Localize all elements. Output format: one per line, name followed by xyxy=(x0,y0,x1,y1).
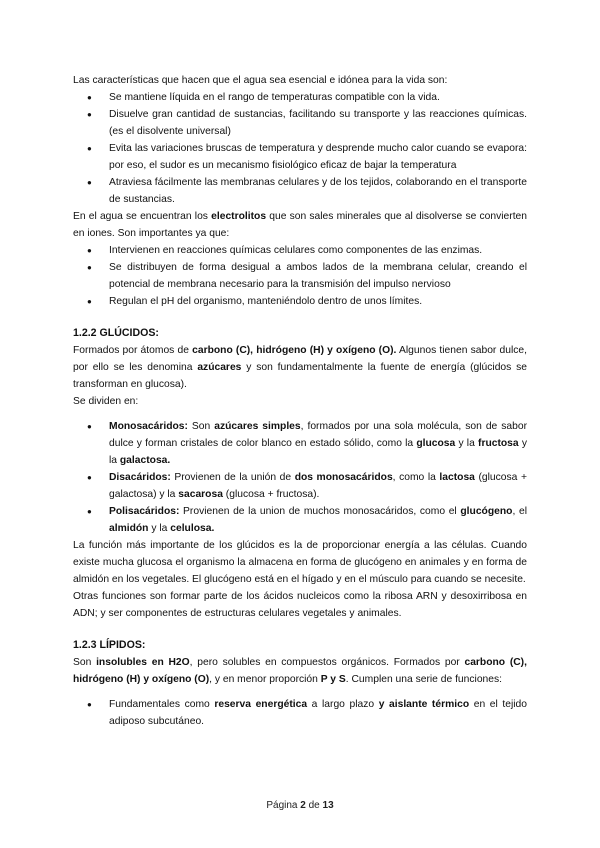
list-item: ● Intervienen en reacciones químicas celulares como componentes de las enzimas. xyxy=(73,242,527,259)
page-total: 13 xyxy=(322,800,334,811)
page-footer: Página 2 de 13 xyxy=(266,800,334,811)
list-item: ● Atraviesa fácilmente las membranas celulares y de los tejidos, colaborando en el transporte de sustancias. xyxy=(73,174,527,208)
lipidos-intro: Son insolubles en H2O, pero solubles en compuestos orgánicos. Formados por carbono (C), hidrógeno (H) y oxígeno (O), y en menor proporción P y S. Cumplen una serie de funciones: xyxy=(73,657,527,685)
list-item: ● Disuelve gran cantidad de sustancias, facilitando su transporte y las reacciones químicas. (es el disolvente universal) xyxy=(73,106,527,140)
list-item: ● Fundamentales como reserva energética a largo plazo y aislante térmico en el tejido adiposo subcutáneo. xyxy=(73,696,527,730)
list-item: ● Regulan el pH del organismo, manteniéndolo dentro de unos límites. xyxy=(73,293,527,310)
list-item: ● Se distribuyen de forma desigual a ambos lados de la membrana celular, creando el potencial de membrana necesario para la transmisión del impulso nervioso xyxy=(73,259,527,293)
glucidos-types-list xyxy=(73,418,527,537)
list-item: ● Se mantiene líquida en el rango de temperaturas compatible con la vida. xyxy=(73,89,527,106)
page-content xyxy=(73,72,527,730)
disacaridos-item: ● Disacáridos: Provienen de la unión de dos monosacáridos, como la lactosa (glucosa + galactosa) y la sacarosa (glucosa + fructosa). xyxy=(73,469,527,503)
glucidos-heading: 1.2.2 GLÚCIDOS: xyxy=(73,327,159,339)
page-number: 2 xyxy=(300,800,306,811)
water-properties-list xyxy=(73,89,527,208)
glucidos-divide: Se dividen en: xyxy=(73,396,139,407)
glucidos-function: La función más importante de los glúcidos es la de proporcionar energía a las células. Cuando existe mucha glucosa el organismo la almacena en forma de glucógeno en animales y en forma de almidón en los vegetales. El glucógeno está en el hígado y en el músculo para cuando se necesite. xyxy=(73,540,527,585)
monosacaridos-item: ● Monosacáridos: Son azúcares simples, formados por una sola molécula, son de sabor dulce y forman cristales de color blanco en estado sólido, como la glucosa y la fructosa y la galactosa. xyxy=(73,418,527,469)
water-intro: Las características que hacen que el agua sea esencial e idónea para la vida son: xyxy=(73,75,448,86)
polisacaridos-item: ● Polisacáridos: Provienen de la union de muchos monosacáridos, como el glucógeno, el almidón y la celulosa. xyxy=(73,503,527,537)
electrolytes-list xyxy=(73,242,527,310)
list-item: ● Evita las variaciones bruscas de temperatura y desprende mucho calor cuando se evapora: por eso, el sudor es un mecanismo fisiológico eficaz de bajar la temperatura xyxy=(73,140,527,174)
lipidos-functions-list xyxy=(73,696,527,730)
glucidos-intro: Formados por átomos de carbono (C), hidrógeno (H) y oxígeno (O). Algunos tienen sabor dulce, por ello se les denomina azúcares y son fundamentalmente la fuente de energía (glúcidos se transforman en glucosa). xyxy=(73,345,528,390)
lipidos-heading: 1.2.3 LÍPIDOS: xyxy=(73,639,146,651)
electrolytes-paragraph: En el agua se encuentran los electrolitos que son sales minerales que al disolverse se convierten en iones. Son importantes ya que: xyxy=(73,211,528,239)
glucidos-other-functions: Otras funciones son formar parte de los ácidos nucleicos como la ribosa ARN y desoxirribosa en ADN; y ser componentes de estructuras celulares vegetales y animales. xyxy=(73,591,527,619)
